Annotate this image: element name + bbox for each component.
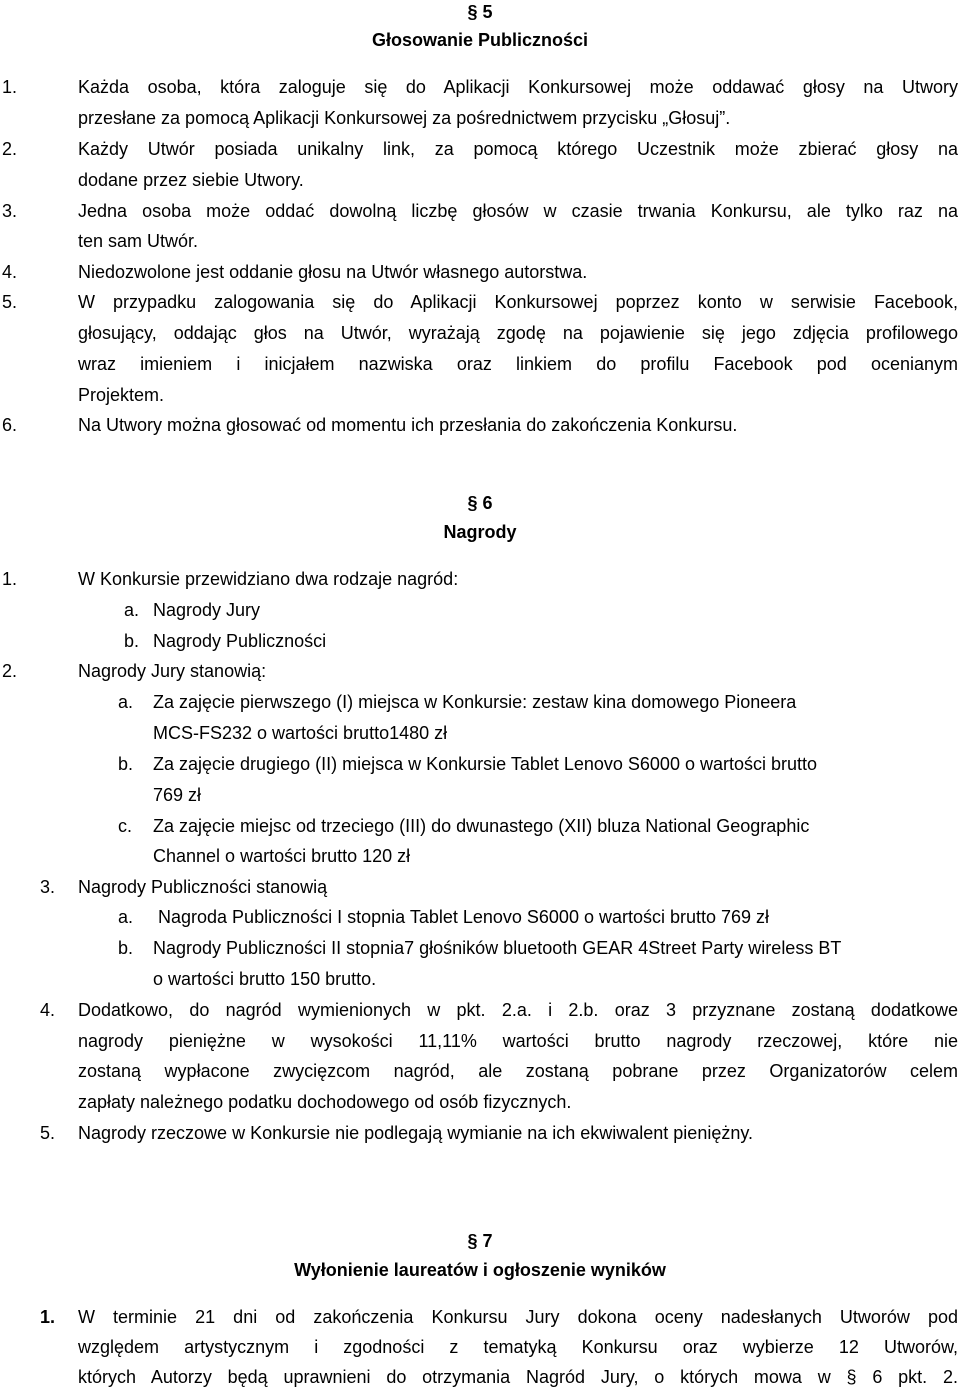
paragraph-line: Niedozwolone jest oddanie głosu na Utwór własnego autorstwa. <box>78 262 588 282</box>
list-item-text: W Konkursie przewidziano dwa rodzaje nagród: <box>78 569 459 589</box>
section-5-number: § 5 <box>467 2 493 22</box>
paragraph-line: których Autorzy będą uprawnieni do otrzymania Nagród Jury, o których mowa w § 6 pkt. 2. <box>78 1367 958 1387</box>
list-item-text: Nagrody Publiczności II stopnia7 głośników bluetooth GEAR 4Street Party wireless BT <box>153 938 842 958</box>
list-number: 1. <box>2 569 18 589</box>
paragraph-line: głosujący, oddając głos na Utwór, wyrażają zgodę na pojawienie się jego zdjęcia profilowego <box>78 323 958 343</box>
list-item-text: o wartości brutto 150 brutto. <box>153 969 377 989</box>
list-item-text: Za zajęcie pierwszego (I) miejsca w Konkursie: zestaw kina domowego Pioneera <box>153 692 797 712</box>
paragraph-line: ten sam Utwór. <box>78 231 199 251</box>
paragraph-line: nagrody pieniężne w wysokości 11,11% wartości brutto nagrody rzeczowej, które nie <box>78 1031 958 1051</box>
paragraph-line: zostaną wypłacone zwycięzcom nagród, ale zostaną pobrane przez Organizatorów celem <box>78 1061 958 1081</box>
section-6-title: Nagrody <box>443 522 517 542</box>
list-number: 3. <box>40 877 56 897</box>
list-item-text: Nagrody Jury stanowią: <box>78 661 267 681</box>
list-number: 5. <box>40 1123 56 1143</box>
list-item-text: Nagrody Publiczności stanowią <box>78 877 328 897</box>
list-letter: a. <box>118 692 134 712</box>
section-5-title: Głosowanie Publiczności <box>371 30 589 50</box>
list-number: 6. <box>2 415 18 435</box>
paragraph-line: dodane przez siebie Utwory. <box>78 170 304 190</box>
paragraph-line: W przypadku zalogowania się do Aplikacji Konkursowej poprzez konto w serwisie Facebook, <box>78 292 958 312</box>
list-number: 1. <box>2 77 18 97</box>
list-number: 2. <box>2 139 18 159</box>
list-item-text: Za zajęcie miejsc od trzeciego (III) do dwunastego (XII) bluza National Geographic <box>153 816 810 836</box>
paragraph-line: zapłaty należnego podatku dochodowego od osób fizycznych. <box>78 1092 572 1112</box>
paragraph-line: wraz imieniem i inicjałem nazwiska oraz linkiem do profilu Facebook pod ocenianym <box>78 354 958 374</box>
list-number: 4. <box>2 262 18 282</box>
list-letter: b. <box>118 938 134 958</box>
paragraph-line: względem artystycznym i zgodności z tematyką Konkursu oraz wybierze 12 Utworów, <box>78 1337 958 1357</box>
section-6-number: § 6 <box>467 493 493 513</box>
list-item-text: Channel o wartości brutto 120 zł <box>153 846 411 866</box>
list-item-text: 769 zł <box>153 785 202 805</box>
list-item-text: Nagroda Publiczności I stopnia Tablet Lenovo S6000 o wartości brutto 769 zł <box>158 907 770 927</box>
list-item-text: Nagrody Jury <box>153 600 261 620</box>
list-item-text: Nagrody rzeczowe w Konkursie nie podlegają wymianie na ich ekwiwalent pieniężny. <box>78 1123 754 1143</box>
paragraph-line: Dodatkowo, do nagród wymienionych w pkt. 2.a. i 2.b. oraz 3 przyznane zostaną dodatkowe <box>78 1000 958 1020</box>
list-number: 1. <box>40 1307 56 1327</box>
paragraph-line: Każdy Utwór posiada unikalny link, za pomocą którego Uczestnik może zbierać głosy na <box>78 139 958 159</box>
list-letter: a. <box>118 907 134 927</box>
paragraph-line: przesłane za pomocą Aplikacji Konkursowej za pośrednictwem przycisku „Głosuj”. <box>78 108 731 128</box>
section-7-number: § 7 <box>467 1231 493 1251</box>
section-7-title: Wyłonienie laureatów i ogłoszenie wyników <box>294 1260 666 1280</box>
list-number: 5. <box>2 292 18 312</box>
list-letter: b. <box>118 754 134 774</box>
list-number: 2. <box>2 661 18 681</box>
list-letter: a. <box>124 600 140 620</box>
paragraph-line: Projektem. <box>78 385 165 405</box>
list-letter: c. <box>118 816 133 836</box>
paragraph-line: Jedna osoba może oddać dowolną liczbę głosów w czasie trwania Konkursu, ale tylko raz na <box>78 201 958 221</box>
paragraph-line: Każda osoba, która zaloguje się do Aplikacji Konkursowej może oddawać głosy na Utwory <box>78 77 958 97</box>
list-letter: b. <box>124 631 140 651</box>
list-number: 3. <box>2 201 18 221</box>
list-item-text: Nagrody Publiczności <box>153 631 327 651</box>
paragraph-line: W terminie 21 dni od zakończenia Konkursu Jury dokona oceny nadesłanych Utworów pod <box>78 1307 958 1327</box>
paragraph-line: Na Utwory można głosować od momentu ich przesłania do zakończenia Konkursu. <box>78 415 738 435</box>
list-item-text: Za zajęcie drugiego (II) miejsca w Konkursie Tablet Lenovo S6000 o wartości brutto <box>153 754 818 774</box>
list-item-text: MCS-FS232 o wartości brutto1480 zł <box>153 723 448 743</box>
list-number: 4. <box>40 1000 56 1020</box>
